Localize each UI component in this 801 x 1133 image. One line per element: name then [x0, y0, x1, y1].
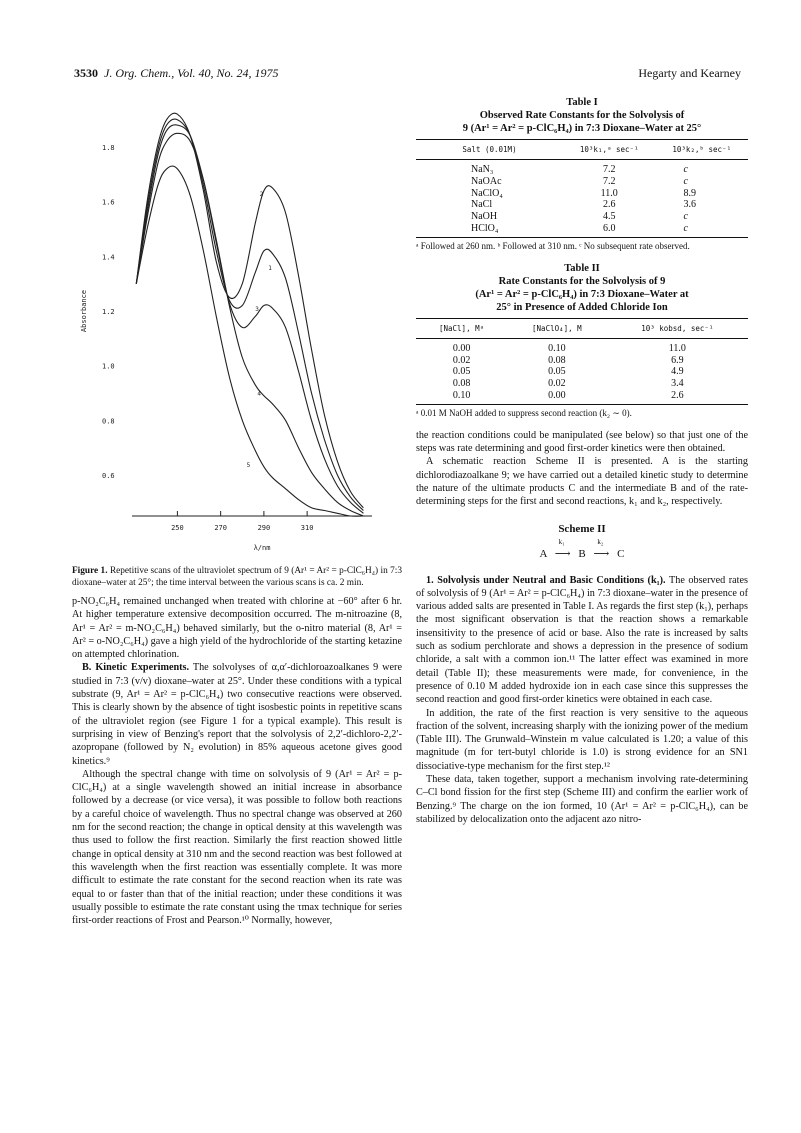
curve-label-3: 3 [255, 306, 259, 313]
table-cell: 4.5 [603, 211, 616, 223]
table-cell: 0.00 [452, 342, 471, 354]
table-cell: 8.9 [683, 187, 696, 199]
table-2-title [416, 262, 748, 314]
table-cell: NaClO₄ [471, 187, 503, 199]
table-2 [416, 262, 748, 419]
y-tick-label: 0.6 [102, 472, 115, 480]
x-axis-title: λ/nm [253, 544, 271, 552]
table-cell: 7.2 [603, 175, 616, 187]
journal-citation: J. Org. Chem., Vol. 40, No. 24, 1975 [104, 66, 279, 80]
table-1-header-k2: 10³k₂,ᵇ sec⁻¹ [656, 140, 749, 160]
scheme-title: Scheme II [558, 522, 606, 535]
header-left [74, 66, 279, 81]
right-column [416, 96, 748, 826]
scheme-k1-label: k₁ [558, 537, 565, 546]
y-tick-label: 1.4 [102, 253, 115, 262]
table-1-header-k1: 10³k₁,ᵃ sec⁻¹ [563, 140, 656, 160]
table-2-title-line-1: Rate Constants for the Solvolysis of 9 [498, 275, 666, 287]
scheme-arrow-k1: k₁ ⟶ [554, 537, 571, 560]
table-cell: 7.2 [603, 164, 616, 175]
y-tick-label: 0.8 [102, 417, 115, 426]
table-cell: 6.9 [671, 354, 684, 366]
table-1-header-salt: Salt (0.01M) [416, 140, 563, 160]
table-cell: NaOH [471, 211, 498, 223]
table-row [416, 338, 748, 354]
table-cell: 0.05 [548, 366, 566, 378]
right-body-text-2 [416, 574, 748, 827]
curve-label-1: 1 [268, 265, 272, 272]
table-2-label: Table II [564, 262, 600, 274]
table-row [416, 223, 748, 237]
x-tick-label: 250 [171, 524, 184, 532]
uv-spectrum-chart [72, 96, 402, 566]
table-2-footnote: ᵃ 0.01 M NaOH added to suppress second reaction (k₂ ∼ 0). [416, 407, 632, 418]
table-1-title-line-1: Observed Rate Constants for the Solvolysis of [479, 110, 685, 121]
table-cell: 11.0 [600, 187, 618, 199]
left-paragraph-3: Although the spectral change with time on solvolysis of 9 (Ar¹ = Ar² = p-ClC₆H₄) at a single wavelength showed an initial increase in absorbance followed by a decrease (or vice versa), it was possible to follow both reactions by a careful choice of wavelength. Thus no spectral change was observed at 260 nm for the second reaction; the change in optical density at this wavelength was thus used to follow the first reaction. Similarly the first reaction showed little change in optical density at 310 nm and the second reaction was best followed at this wavelength when the first reaction was essentially complete. It was more difficult to estimate the rate constant for the second reaction when its rate was equal to or faster than that of the initial reaction; under these conditions it was usually possible to estimate the rate constant using the τmax technique for series first-order reactions of Frost and Pearson.¹⁰ Normally, however, [72, 768, 402, 927]
table-2-header-naclo4: [NaClO₄], M [507, 318, 607, 338]
table-row [416, 199, 748, 211]
table-cell: c [683, 164, 688, 175]
x-tick-label: 270 [214, 524, 227, 532]
spectrum-curve-2 [136, 113, 363, 508]
y-tick-label: 1.6 [102, 198, 115, 207]
table-row [416, 211, 748, 223]
table-cell: 0.02 [452, 354, 471, 366]
table-1-footnote: ᵃ Followed at 260 nm. ᵇ Followed at 310 nm. ᶜ No subsequent rate observed. [416, 240, 690, 251]
right-paragraph-4: In addition, the rate of the first reaction is very sensitive to the aqueous fraction of the solvent, increasing sharply with the ionizing power of the medium (Table III). The Grunwald–Winstein m value calculated is 1.20; a value of this magnitude (m for tert-butyl chloride is 1.0) is strong evidence for an SN1 dissociative-type mechanism for the first step.¹² [416, 707, 748, 772]
scheme-k2-label: k₂ [597, 537, 604, 546]
table-1-grid [416, 139, 748, 238]
curve-label-4: 4 [257, 390, 262, 398]
page-number: 3530 [74, 66, 98, 80]
caption-text: Repetitive scans of the ultraviolet spectrum of 9 (Ar¹ = Ar² = p-ClC₆H₄) in 7:3 dioxane–water at 25°; the time interval between the various scans is ca. 2 min. [72, 566, 403, 588]
table-cell: 4.9 [671, 366, 684, 378]
right-body-text [416, 429, 748, 509]
table-cell: 2.6 [607, 390, 748, 404]
scheme-arrow-k2: k₂ ⟶ [593, 537, 610, 560]
heading-kinetic-experiments: B. Kinetic Experiments. [82, 662, 190, 674]
table-cell: 6.0 [563, 223, 656, 237]
table-cell: c [683, 211, 688, 223]
left-paragraph-2 [72, 661, 402, 767]
left-body-text [72, 595, 402, 927]
table-cell: 11.0 [668, 342, 686, 354]
table-row [416, 378, 748, 390]
table-row [416, 390, 748, 404]
table-1-label: Table I [566, 97, 598, 108]
table-cell: 2.6 [603, 199, 616, 211]
table-2-title-line-3: 25° in Presence of Added Chloride Ion [496, 301, 668, 313]
scheme-equation [416, 537, 748, 560]
table-cell: 0.05 [452, 366, 471, 378]
curve-label-5: 5 [246, 461, 251, 469]
table-cell: c [656, 223, 749, 237]
table-1 [416, 96, 748, 252]
table-1-header-row [416, 140, 748, 160]
table-row [416, 355, 748, 367]
table-row [416, 176, 748, 188]
right-paragraph-1: the reaction conditions could be manipulated (see below) so that just one of the steps was rate determining and good first-order kinetics were then obtained. [416, 429, 748, 455]
heading-solvolysis: 1. Solvolysis under Neutral and Basic Conditions (k₁). [426, 574, 666, 586]
y-axis-title: Absorbance [80, 289, 88, 333]
figure-caption [72, 566, 402, 589]
right-paragraph-5: These data, taken together, support a mechanism involving rate-determining C–Cl bond fission for the first step (Scheme III) and confirm the earlier work of Benzing.⁹ The charge on the ion formed, 10 (Ar¹ = Ar² = p-ClC₆H₄), can be stabilized by delocalization onto the adjacent azo nitro- [416, 774, 748, 825]
table-cell: 0.10 [416, 390, 507, 404]
table-cell: 0.10 [548, 342, 566, 354]
table-cell: 3.6 [683, 199, 696, 211]
table-2-grid [416, 318, 748, 405]
caption-label: Figure 1. [72, 566, 108, 576]
scheme-species-b: B [578, 547, 586, 560]
table-2-header-kobsd: 10³ kobsd, sec⁻¹ [607, 318, 748, 338]
left-paragraph-2-text: The solvolyses of α,α′-dichloroazoalkanes 9 were studied in 7:3 (v/v) dioxane–water at 25°. Under these conditions with a typical substrate (9, Ar¹ = Ar² = p-ClC₆H₄) two consecutive reactions were observed. This is clearly shown by the absence of tight isosbestic points in repetitive scans of the ultraviolet region (see Figure 1 for a typical example). This result is surprising in view of Benzing's report that the solvolysis of 2,2′-dichloro-2,2′-azopropane (followed by N₂ evolution) in 85% aqueous acetone gives good kinetics.⁹ [72, 662, 402, 767]
table-cell: NaOAc [471, 175, 502, 187]
x-tick-label: 290 [257, 524, 271, 532]
table-1-title [416, 96, 748, 135]
table-2-title-line-2: (Ar¹ = Ar² = p-ClC₆H₄) in 7:3 Dioxane–Water at [475, 288, 689, 300]
scheme-2 [416, 523, 748, 560]
table-cell: 0.08 [548, 354, 566, 366]
left-paragraph-1: p-NO₂C₆H₄ remained unchanged when treated with chlorine at −60° after 6 hr. At higher temperature extensive decomposition occurred. The m-nitroazine (8, Ar¹ = Ar² = m-NO₂C₆H₄) behaved similarly, but the o-nitro material (8, Ar¹ = Ar² = o-NO₂C₆H₄) gave a high yield of the hydrochloride of the starting ketazine on attempted chlorination. [72, 596, 402, 661]
table-cell: 0.08 [452, 378, 471, 390]
spectrum-curve-4 [136, 133, 363, 516]
table-cell: HClO₄ [416, 223, 563, 237]
table-cell: NaCl [471, 199, 493, 211]
table-row [416, 366, 748, 378]
table-row [416, 188, 748, 200]
y-tick-label: 1.0 [102, 362, 115, 371]
table-2-header-nacl: [NaCl], Mᵃ [416, 318, 507, 338]
table-cell: NaN₃ [471, 164, 494, 175]
scheme-species-c: C [617, 547, 625, 560]
x-tick-label: 310 [300, 524, 314, 532]
right-paragraph-3-text: The observed rates of solvolysis of 9 (Ar¹ = Ar² = p-ClC₆H₄) in 7:3 dioxane–water in the presence of various added salts are presented in Table I. As regards the first step (k₁), perhaps the most significant observation is that the reaction shows a remarkable insensitivity to the presence of acid or base. Also the rate is increased by salts such as sodium perchlorate and shows a depression in the presence of sodium chloride, a salt with a common ion.¹¹ The latter effect was examined in more detail (Table II); these measurements were made, for convenience, in the presence of 0.10 M added hydroxide ion in each case since this suppresses the second reaction and good first-order kinetics were obtained in each case. [416, 574, 748, 706]
figure-1 [72, 96, 402, 566]
y-tick-label: 1.2 [102, 308, 115, 316]
table-row [416, 160, 748, 176]
spectrum-curve-1 [136, 119, 363, 510]
scheme-species-a: A [539, 547, 547, 560]
curve-label-2: 2 [259, 191, 264, 199]
table-2-header-row [416, 318, 748, 338]
table-cell: c [683, 175, 688, 187]
table-1-title-line-2: 9 (Ar¹ = Ar² = p-ClC₆H₄) in 7:3 Dioxane–Water at 25° [462, 123, 702, 134]
left-column [72, 96, 402, 927]
table-cell: 0.02 [548, 378, 566, 390]
table-cell: 3.4 [671, 378, 684, 390]
right-paragraph-2: A schematic reaction Scheme II is presented. A is the starting dichlorodiazoalkane 9; we have carried out a detailed kinetic study to determine the nature of the ultimate products C and the intermediate B and of the rate-determining steps for the first and second reactions, k₁ and k₂, respectively. [416, 456, 748, 508]
right-paragraph-3 [416, 574, 748, 707]
header-authors: Hegarty and Kearney [638, 66, 741, 80]
running-header [74, 66, 741, 84]
y-tick-label: 1.8 [102, 144, 115, 152]
table-cell: 0.00 [507, 390, 607, 404]
